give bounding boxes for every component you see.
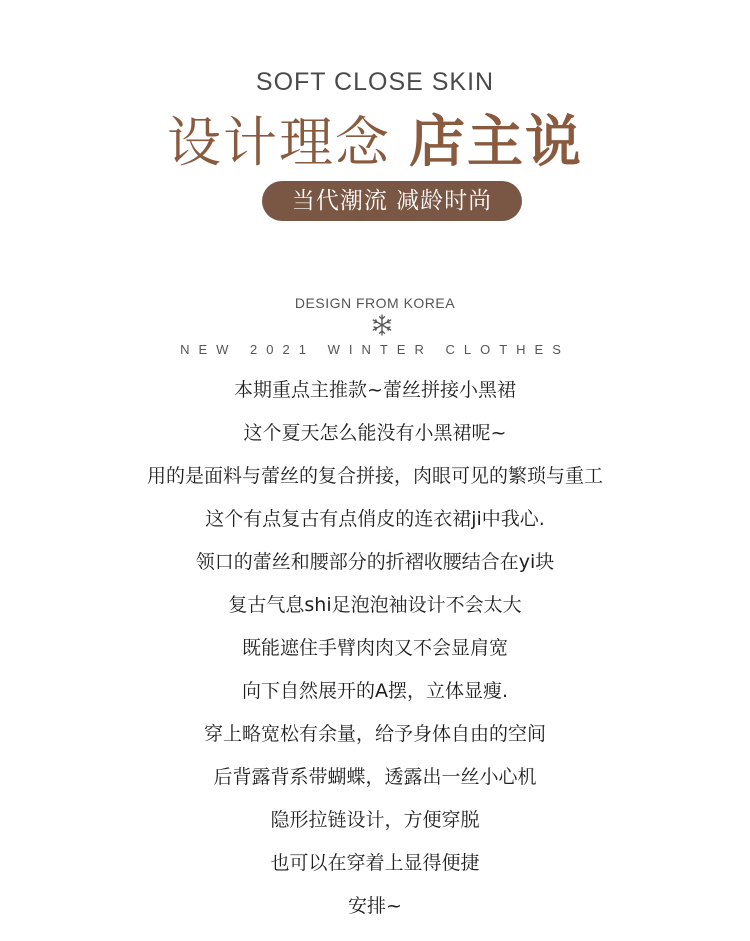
description-line: 这个夏天怎么能没有小黑裙呢~	[243, 422, 507, 444]
design-from-label: DESIGN FROM KOREA	[294, 295, 456, 311]
description-text	[0, 369, 750, 928]
new-collection-label: NEW 2021 WINTER CLOTHES	[180, 342, 570, 357]
description-line: 安排~	[348, 895, 402, 917]
page-title	[0, 108, 750, 191]
slogan-pill: 当代潮流 减龄时尚	[262, 181, 522, 221]
description-line: 后背露背系带蝴蝶，透露出一丝小心机	[213, 766, 537, 788]
title-owner-says: 店主说	[409, 110, 583, 175]
description-line: 穿上略宽松有余量，给予身体自由的空间	[203, 723, 546, 745]
subtitle-english: SOFT CLOSE SKIN	[255, 68, 495, 96]
description-line: 领口的蕾丝和腰部分的折褶收腰结合在yi块	[195, 551, 555, 573]
title-design-concept: 设计理念	[167, 111, 391, 174]
description-line: 也可以在穿着上显得便捷	[270, 852, 480, 874]
description-line: 这个有点复古有点俏皮的连衣裙ji中我心.	[205, 508, 545, 530]
snowflake-icon	[370, 313, 394, 337]
description-line: 隐形拉链设计，方便穿脱	[270, 809, 480, 831]
description-line: 本期重点主推款~蕾丝拼接小黑裙	[234, 379, 516, 401]
description-line: 复古气息shi足泡泡袖设计不会太大	[228, 594, 522, 616]
description-line: 既能遮住手臂肉肉又不会显肩宽	[241, 637, 508, 659]
description-line: 向下自然展开的A摆，立体显瘦.	[241, 680, 509, 702]
description-line: 用的是面料与蕾丝的复合拼接，肉眼可见的繁琐与重工	[146, 465, 603, 487]
